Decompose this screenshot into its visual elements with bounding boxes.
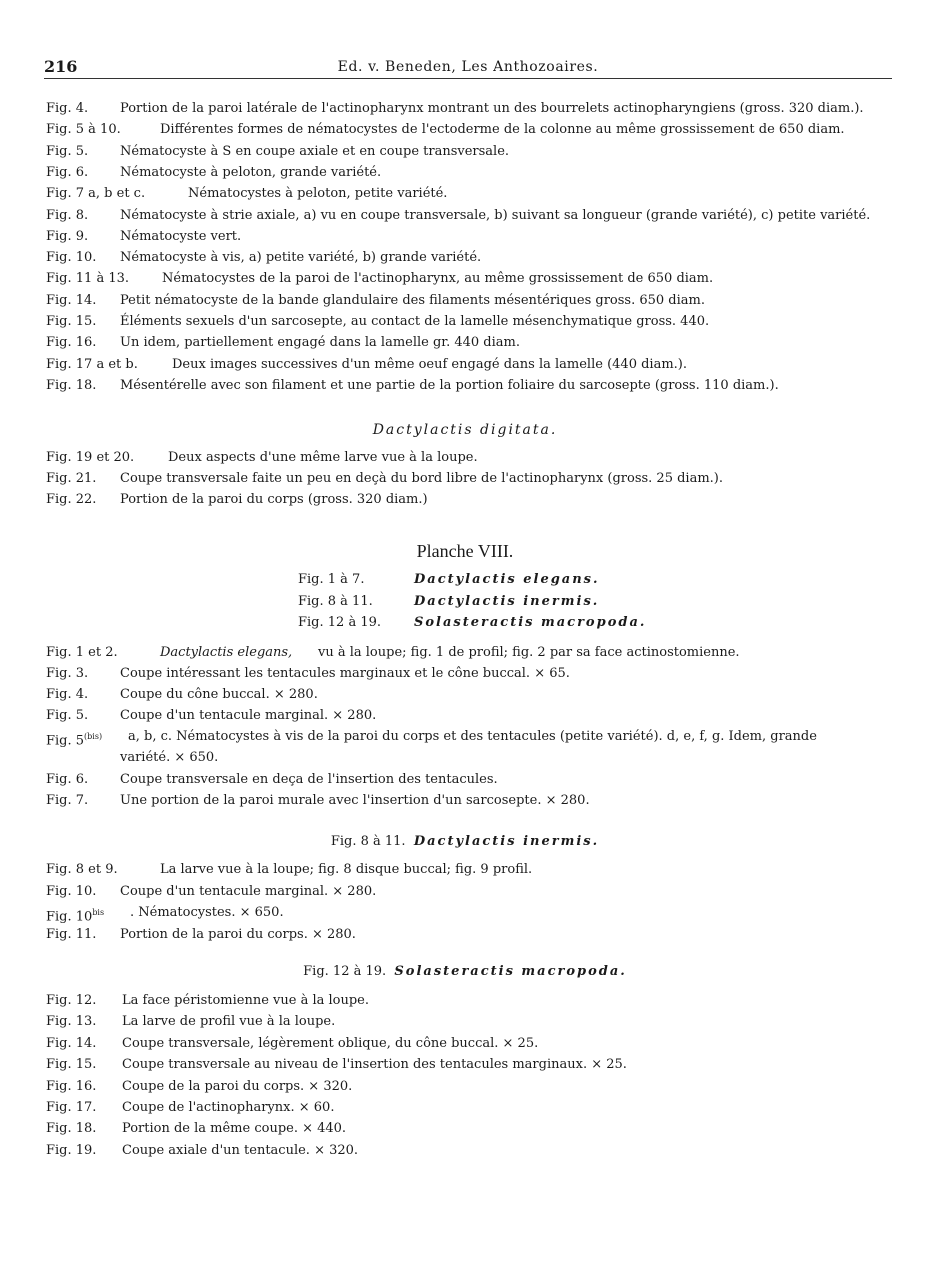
figure-caption: [0, 1098, 930, 1118]
figure-text: Petit nématocyste de la bande glandulaire des filaments mésentériques gross. 650 diam.: [120, 293, 705, 308]
section-heading-prefix: Fig. 12 à 19.: [303, 964, 387, 979]
figure-text: Coupe intéressant les tentacules marginaux et le cône buccal. × 65.: [120, 666, 570, 681]
toc-label: Fig. 8 à 11.: [298, 594, 373, 609]
figure-label: Fig. 18.: [46, 1121, 97, 1136]
section-heading-prefix: Fig. 8 à 11.: [330, 834, 406, 849]
figure-label: Fig. 13.: [46, 1014, 97, 1029]
figure-caption: [0, 860, 930, 880]
figure-caption: [0, 355, 930, 375]
plate-toc-row: [0, 613, 930, 633]
figure-label-main: Fig. 10: [46, 909, 93, 925]
figure-text: Éléments sexuels d'un sarcosepte, au contact de la lamelle mésenchymatique gross. 440.: [120, 314, 710, 329]
figure-caption: [0, 727, 930, 747]
figure-label: Fig. 5 à 10.: [46, 122, 121, 137]
figure-label: Fig. 8 et 9.: [46, 862, 118, 877]
figure-caption-continuation: [0, 748, 930, 768]
figure-caption: [0, 184, 930, 204]
figure-label-sup: (bis): [84, 732, 103, 741]
figure-text: . Nématocystes. × 650.: [130, 905, 284, 920]
figure-label: Fig. 19 et 20.: [46, 450, 135, 465]
figure-label: Fig. 4.: [46, 101, 89, 116]
figure-caption: [0, 312, 930, 332]
figure-text: Nématocyste à S en coupe axiale et en coupe transversale.: [120, 144, 510, 159]
figure-label: Fig. 1 et 2.: [46, 645, 118, 660]
section-heading: [0, 832, 930, 852]
figure-label: Fig. 16.: [46, 335, 97, 350]
toc-species: Solasteractis macropoda.: [414, 615, 647, 630]
figure-text: Nématocyste à peloton, grande variété.: [120, 165, 382, 180]
figure-label: Fig. 17.: [46, 1100, 97, 1115]
figure-label: Fig. 11.: [46, 927, 97, 942]
figure-caption: [0, 376, 930, 396]
figure-text: vu à la loupe; fig. 1 de profil; fig. 2 par sa face actinostomienne.: [318, 645, 740, 660]
figure-text: Deux images successives d'un même oeuf engagé dans la lamelle (440 diam.).: [172, 357, 687, 372]
figure-text: Coupe du cône buccal. × 280.: [120, 687, 318, 702]
figure-text: Portion de la paroi du corps. × 280.: [120, 927, 356, 942]
figure-label: Fig. 3.: [46, 666, 89, 681]
figure-text: Nématocyste à vis, a) petite variété, b) grande variété.: [120, 250, 482, 265]
figure-text: La face péristomienne vue à la loupe.: [122, 993, 370, 1008]
figure-caption: [0, 333, 930, 353]
figure-text: Portion de la paroi du corps (gross. 320 diam.): [120, 492, 428, 507]
figure-caption: [0, 99, 930, 119]
figure-caption: [0, 882, 930, 902]
figure-text: Coupe axiale d'un tentacule. × 320.: [122, 1143, 359, 1158]
figure-label: Fig. 5.: [46, 144, 89, 159]
figure-label: Fig. 12.: [46, 993, 97, 1008]
figure-label: Fig. 6.: [46, 165, 89, 180]
figure-caption: [0, 791, 930, 811]
figure-label: Fig. 10.: [46, 884, 97, 899]
figure-caption: [0, 770, 930, 790]
section-heading: [0, 962, 930, 982]
figure-caption: [0, 706, 930, 726]
figure-caption: [0, 448, 930, 468]
figure-caption: [0, 1034, 930, 1054]
figure-text: Mésentérelle avec son filament et une partie de la portion foliaire du sarcosepte (gross. 110 diam.).: [120, 378, 779, 393]
figure-label: Fig. 15.: [46, 1057, 97, 1072]
species-name: Dactylactis elegans,: [160, 645, 293, 660]
figure-text: Un idem, partiellement engagé dans la lamelle gr. 440 diam.: [120, 335, 520, 350]
figure-label: Fig. 22.: [46, 492, 97, 507]
plate-toc-row: [0, 592, 930, 612]
figure-caption: [0, 248, 930, 268]
running-head: Ed. v. Beneden, Les Anthozoaires.: [337, 59, 599, 75]
figure-text: Nématocystes de la paroi de l'actinopharynx, au même grossissement de 650 diam.: [162, 271, 714, 286]
species-heading: Dactylactis digitata.: [372, 422, 558, 438]
figure-text: Coupe transversale faite un peu en deçà du bord libre de l'actinopharynx (gross. 25 diam.).: [120, 471, 723, 486]
figure-text: Une portion de la paroi murale avec l'insertion d'un sarcosepte. × 280.: [120, 793, 590, 808]
figure-label: Fig. 17 a et b.: [46, 357, 138, 372]
figure-caption: [0, 490, 930, 510]
figure-label: Fig. 16.: [46, 1079, 97, 1094]
figure-label-sup: bis: [92, 908, 105, 917]
page-number: 216: [44, 57, 78, 76]
figure-label: [46, 903, 104, 927]
figure-label: Fig. 5.: [46, 708, 89, 723]
header-rule: [44, 78, 892, 79]
figure-text: Portion de la même coupe. × 440.: [122, 1121, 347, 1136]
figure-label: Fig. 7 a, b et c.: [46, 186, 146, 201]
figure-caption: [0, 1141, 930, 1161]
figure-text: Coupe de la paroi du corps. × 320.: [122, 1079, 353, 1094]
figure-caption: [0, 925, 930, 945]
figure-caption: [0, 991, 930, 1011]
figure-caption: [0, 142, 930, 162]
figure-label: Fig. 6.: [46, 772, 89, 787]
figure-label: Fig. 14.: [46, 293, 97, 308]
figure-text: Nématocyste à strie axiale, a) vu en coupe transversale, b) suivant sa longueur (grande variété), c) petite variété.: [120, 208, 871, 223]
figure-caption: [0, 1119, 930, 1139]
figure-text: a, b, c. Nématocystes à vis de la paroi du corps et des tentacules (petite variété). d, e, f, g. Idem, grande: [128, 729, 817, 744]
figure-label: Fig. 9.: [46, 229, 89, 244]
toc-label: Fig. 1 à 7.: [298, 572, 365, 587]
figure-text: Coupe transversale en deça de l'insertion des tentacules.: [120, 772, 498, 787]
figure-label: Fig. 15.: [46, 314, 97, 329]
figure-caption: [0, 903, 930, 923]
figure-caption: [0, 664, 930, 684]
figure-label: Fig. 11 à 13.: [46, 271, 129, 286]
figure-text: Nématocystes à peloton, petite variété.: [188, 186, 448, 201]
figure-caption: [0, 469, 930, 489]
figure-text: Nématocyste vert.: [120, 229, 242, 244]
figure-text: Coupe transversale au niveau de l'insertion des tentacules marginaux. × 25.: [122, 1057, 627, 1072]
toc-label: Fig. 12 à 19.: [298, 615, 381, 630]
figure-text: Coupe de l'actinopharynx. × 60.: [122, 1100, 335, 1115]
figure-label: Fig. 14.: [46, 1036, 97, 1051]
figure-label-main: Fig. 5: [46, 733, 85, 749]
figure-caption: [0, 1055, 930, 1075]
figure-text: Portion de la paroi latérale de l'actinopharynx montrant un des bourrelets actinopharyngiens (gross. 320 diam.).: [120, 101, 864, 116]
figure-label: Fig. 18.: [46, 378, 97, 393]
figure-label: Fig. 10.: [46, 250, 97, 265]
figure-caption: [0, 685, 930, 705]
figure-text: Différentes formes de nématocystes de l'ectoderme de la colonne au même grossissement de 650 diam.: [160, 122, 845, 137]
figure-caption: [0, 206, 930, 226]
toc-species: Dactylactis elegans.: [414, 572, 600, 587]
figure-caption: [0, 1077, 930, 1097]
plate-toc-row: [0, 570, 930, 590]
figure-label: Fig. 7.: [46, 793, 89, 808]
figure-caption: [0, 643, 930, 663]
figure-text: La larve vue à la loupe; fig. 8 disque buccal; fig. 9 profil.: [160, 862, 533, 877]
figure-caption: [0, 269, 930, 289]
section-heading-species: Solasteractis macropoda.: [394, 964, 627, 979]
figure-label: Fig. 21.: [46, 471, 97, 486]
figure-text: Deux aspects d'une même larve vue à la loupe.: [168, 450, 478, 465]
page-header: [44, 57, 892, 79]
figure-text: Coupe transversale, légèrement oblique, du cône buccal. × 25.: [122, 1036, 539, 1051]
figure-caption: [0, 227, 930, 247]
plate-title: Planche VIII.: [416, 541, 514, 561]
figure-label: Fig. 8.: [46, 208, 89, 223]
figure-caption: [0, 120, 930, 140]
figure-caption: [0, 291, 930, 311]
figure-label: Fig. 4.: [46, 687, 89, 702]
figure-label: Fig. 19.: [46, 1143, 97, 1158]
figure-text: variété. × 650.: [120, 750, 219, 765]
figure-text: La larve de profil vue à la loupe.: [122, 1014, 336, 1029]
toc-species: Dactylactis inermis.: [414, 594, 600, 609]
figure-caption: [0, 1012, 930, 1032]
figure-text: Coupe d'un tentacule marginal. × 280.: [120, 884, 377, 899]
section-heading-species: Dactylactis inermis.: [413, 834, 600, 849]
figure-caption: [0, 163, 930, 183]
figure-text: Coupe d'un tentacule marginal. × 280.: [120, 708, 377, 723]
